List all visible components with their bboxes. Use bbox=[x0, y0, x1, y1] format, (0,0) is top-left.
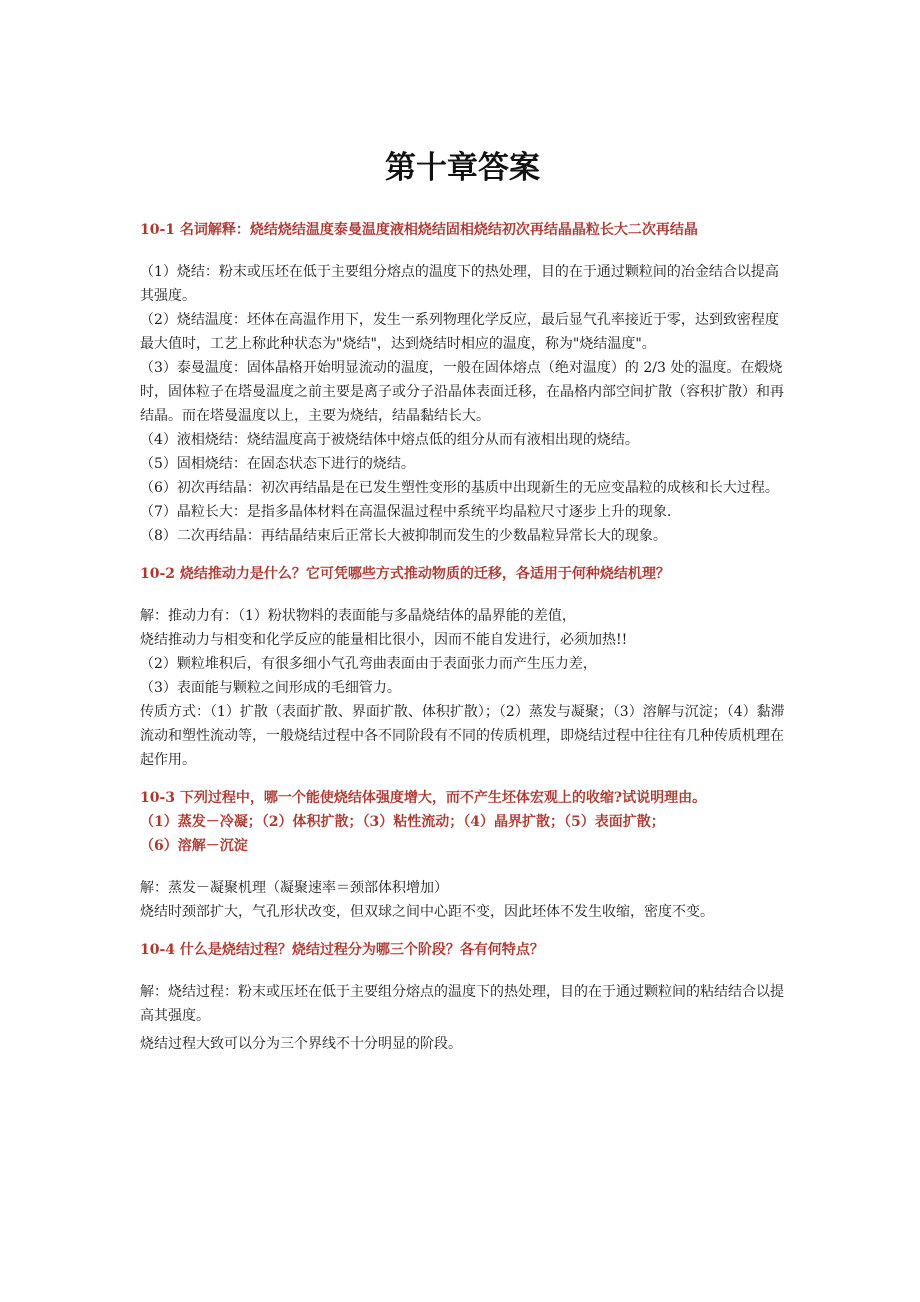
answer-paragraph: 烧结推动力与相变和化学反应的能量相比很小，因而不能自发进行，必须加热!! bbox=[140, 632, 628, 648]
answer-paragraph: （4）液相烧结：烧结温度高于被烧结体中熔点低的组分从而有液相出现的烧结。 bbox=[140, 432, 639, 448]
section-10-3 bbox=[140, 786, 785, 924]
document-page bbox=[140, 140, 785, 1056]
question-heading: 10-2 烧结推动力是什么？它可凭哪些方式推动物质的迁移，各适用于何种烧结机理？ bbox=[140, 566, 670, 582]
answer-paragraph: （2）颗粒堆积后，有很多细小气孔弯曲表面由于表面张力而产生压力差， bbox=[140, 656, 597, 672]
question-heading: 10-4 什么是烧结过程？烧结过程分为哪三个阶段？各有何特点？ bbox=[140, 942, 544, 958]
answer-paragraph: （3）泰曼温度：固体晶格开始明显流动的温度，一般在固体熔点（绝对温度）的 2/3 处的温度。在煅烧时，固体粒子在塔曼温度之前主要是离子或分子沿晶体表面迁移，在晶格内部空间扩散（容积扩散）和再结晶。而在塔曼温度以上，主要为烧结，结晶黏结长大。 bbox=[140, 360, 784, 424]
answer-paragraph: （2）烧结温度：坯体在高温作用下，发生一系列物理化学反应，最后显气孔率接近于零，达到致密程度最大值时，工艺上称此种状态为"烧结"，达到烧结时相应的温度，称为"烧结温度"。 bbox=[140, 312, 779, 352]
section-10-4 bbox=[140, 938, 785, 1056]
answer-paragraph: （6）初次再结晶：初次再结晶是在已发生塑性变形的基质中出现新生的无应变晶粒的成核和长大过程。 bbox=[140, 480, 779, 496]
answer-paragraph: 烧结时颈部扩大，气孔形状改变，但双球之间中心距不变，因此坯体不发生收缩，密度不变。 bbox=[140, 904, 714, 920]
question-heading: 10-3 下列过程中，哪一个能使烧结体强度增大，而不产生坯体宏观上的收缩?试说明理由。 bbox=[140, 790, 707, 806]
page-title: 第十章答案 bbox=[385, 150, 540, 186]
answer-paragraph: 解：烧结过程：粉末或压坯在低于主要组分熔点的温度下的热处理，目的在于通过颗粒间的粘结结合以提高其强度。 bbox=[140, 984, 784, 1024]
answer-paragraph: （1）烧结：粉末或压坯在低于主要组分熔点的温度下的热处理，目的在于通过颗粒间的冶金结合以提高其强度。 bbox=[140, 264, 779, 304]
answer-paragraph: （5）固相烧结：在固态状态下进行的烧结。 bbox=[140, 456, 415, 472]
answer-paragraph: （3）表面能与颗粒之间形成的毛细管力。 bbox=[140, 680, 401, 696]
answer-paragraph: 解：蒸发－凝聚机理（凝聚速率＝颈部体积增加） bbox=[140, 880, 448, 896]
answer-paragraph: 烧结过程大致可以分为三个界线不十分明显的阶段。 bbox=[140, 1036, 462, 1052]
answer-paragraph: 传质方式：（1）扩散（表面扩散、界面扩散、体积扩散）；（2）蒸发与凝聚；（3）溶解与沉淀；（4）黏滞流动和塑性流动等，一般烧结过程中各不同阶段有不同的传质机理，即烧结过程中往往有几种传质机理在起作用。 bbox=[140, 704, 785, 768]
answer-paragraph: （8）二次再结晶：再结晶结束后正常长大被抑制而发生的少数晶粒异常长大的现象。 bbox=[140, 528, 667, 544]
question-options: （6）溶解－沉淀 bbox=[140, 838, 248, 854]
section-10-1 bbox=[140, 218, 785, 548]
section-10-2 bbox=[140, 562, 785, 772]
question-heading: 10-1 名词解释：烧结烧结温度泰曼温度液相烧结固相烧结初次再结晶晶粒长大二次再结晶 bbox=[140, 222, 698, 238]
answer-paragraph: 解：推动力有：（1）粉状物料的表面能与多晶烧结体的晶界能的差值， bbox=[140, 608, 576, 624]
answer-paragraph: （7）晶粒长大：是指多晶体材料在高温保温过程中系统平均晶粒尺寸逐步上升的现象. bbox=[140, 504, 672, 520]
question-options: （1）蒸发－冷凝；（2）体积扩散；（3）粘性流动；（4）晶界扩散；（5）表面扩散； bbox=[140, 814, 665, 830]
